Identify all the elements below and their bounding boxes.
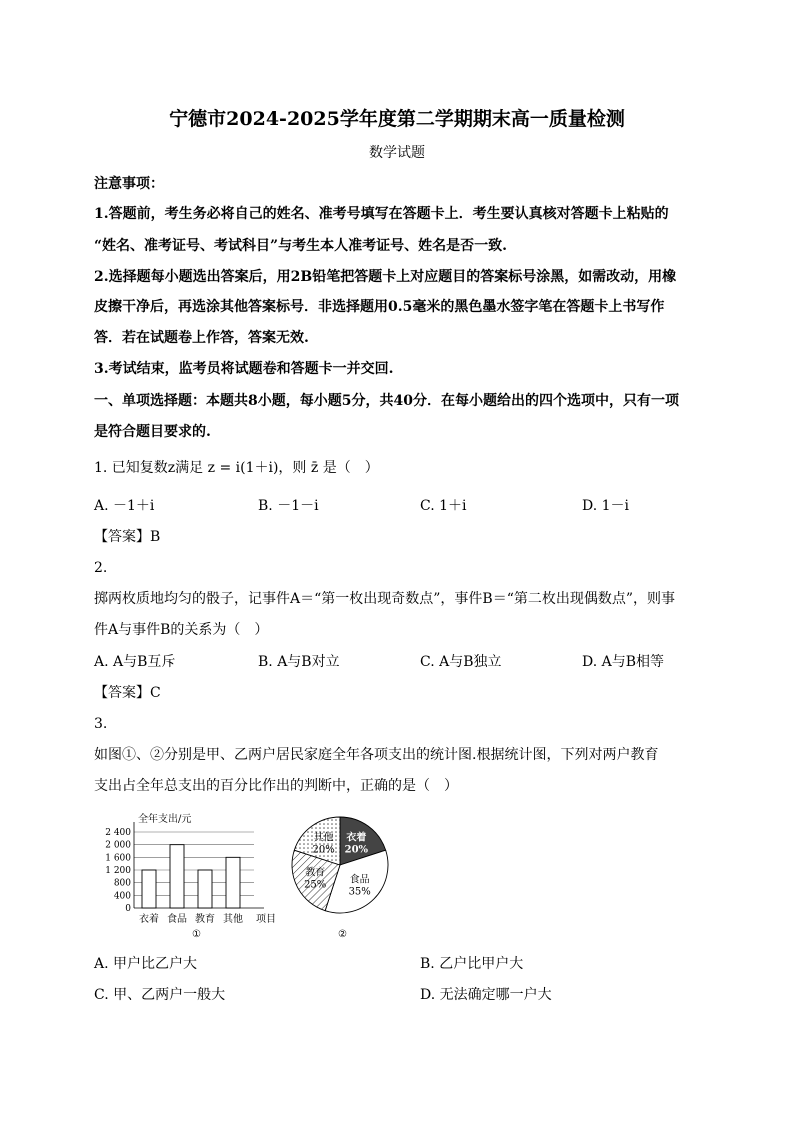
pie-slice-label: 其他: [313, 832, 334, 844]
q3-option-b: B. 乙户比甲户大: [420, 956, 524, 972]
bar-0: [142, 870, 156, 908]
pie-slice-pct: 20%: [312, 844, 335, 856]
notice-item-3: 3.考试结束，监考员将试题卷和答题卡一并交回.: [94, 361, 394, 377]
section-heading-line-1: 一、单项选择题：本题共8小题，每小题5分，共40分．在每小题给出的四个选项中，只有一项: [94, 393, 679, 409]
bar-y-tick-label: 1 600: [105, 853, 131, 864]
bar-chart-xlabel: 项目: [256, 914, 276, 925]
bar-chart-caption: ①: [192, 929, 201, 940]
notice-heading: 注意事项：: [94, 176, 164, 192]
pie-slice-label: 食品: [349, 874, 370, 886]
pie-slice-pct: 20%: [344, 844, 369, 856]
bar-x-tick-label: 食品: [167, 914, 187, 925]
q3-option-a: A. 甲户比乙户大: [94, 956, 198, 972]
bar-y-tick-label: 2 000: [105, 840, 131, 851]
q3-option-c: C. 甲、乙两户一般大: [94, 987, 226, 1003]
q2-number: 2.: [94, 560, 108, 576]
bar-y-tick-label: 0: [125, 904, 131, 914]
q2-stem-line-2: 件A与事件B的关系为（ ）: [94, 622, 269, 638]
section-heading-line-2: 是符合题目要求的.: [94, 424, 211, 440]
page-subtitle: 数学试题: [369, 145, 425, 161]
q2-option-d: D. A与B相等: [582, 654, 665, 670]
q1-option-a: A. －1＋i: [94, 498, 155, 514]
q1-stem: 1. 已知复数z满足 z = i(1＋i)，则 z̄ 是（ ）: [94, 460, 379, 476]
bar-x-tick-label: 衣着: [139, 914, 159, 925]
notice-item-1-line-1: 1.答题前，考生务必将自己的姓名、准考号填写在答题卡上．考生要认真核对答题卡上粘贴的: [94, 206, 669, 222]
notice-item-2-line-1: 2.选择题每小题选出答案后，用2B铅笔把答题卡上对应题目的答案标号涂黑，如需改动，用橡: [94, 269, 677, 285]
q2-option-a: A. A与B互斥: [94, 654, 176, 670]
bar-chart-title: 全年支出/元: [138, 814, 192, 825]
bar-y-tick-label: 2 400: [105, 828, 131, 838]
q3-number: 3.: [94, 716, 108, 732]
pie-slice-label: 衣着: [346, 832, 367, 844]
bar-y-tick-label: 400: [113, 891, 131, 902]
page-title: 宁德市2024-2025学年度第二学期期末高一质量检测: [169, 108, 625, 130]
bar-y-tick-label: 800: [113, 878, 131, 889]
pie-chart-caption: ②: [338, 929, 347, 940]
q2-stem-line-1: 掷两枚质地均匀的骰子，记事件A＝“第一枚出现奇数点”，事件B＝“第二枚出现偶数点”，则事: [94, 591, 676, 607]
q1-option-b: B. －1－i: [258, 498, 319, 514]
bar-3: [226, 857, 240, 908]
pie-chart-household-b: [286, 810, 396, 942]
q3-stem-line-2: 支出占全年总支出的百分比作出的判断中，正确的是（ ）: [94, 778, 458, 794]
q1-option-d: D. 1－i: [582, 498, 630, 514]
bar-x-tick-label: 其他: [223, 914, 243, 925]
q2-option-b: B. A与B对立: [258, 654, 340, 670]
q1-answer: 【答案】B: [94, 529, 161, 545]
bar-y-tick-label: 1 200: [105, 866, 131, 876]
pie-slice-label: 教育: [305, 867, 326, 879]
bar-chart-household-a: [94, 808, 294, 943]
q3-option-d: D. 无法确定哪一户大: [420, 987, 552, 1003]
bar-x-tick-label: 教育: [195, 914, 215, 925]
bar-2: [198, 870, 212, 908]
notice-item-2-line-2: 皮擦干净后，再选涂其他答案标号．非选择题用0.5毫米的黑色墨水签字笔在答题卡上书写作: [94, 299, 665, 315]
notice-item-1-line-2: “姓名、准考证号、考试科目”与考生本人准考证号、姓名是否一致.: [94, 238, 507, 254]
bar-1: [170, 845, 184, 908]
q3-stem-line-1: 如图①、②分别是甲、乙两户居民家庭全年各项支出的统计图.根据统计图，下列对两户教育: [94, 747, 659, 763]
q2-option-c: C. A与B独立: [420, 654, 502, 670]
q1-option-c: C. 1＋i: [420, 498, 467, 514]
q2-answer: 【答案】C: [94, 685, 161, 701]
pie-slice-pct: 25%: [304, 879, 327, 891]
notice-item-2-line-3: 答．若在试题卷上作答，答案无效.: [94, 330, 309, 346]
pie-slice-pct: 35%: [348, 886, 371, 898]
